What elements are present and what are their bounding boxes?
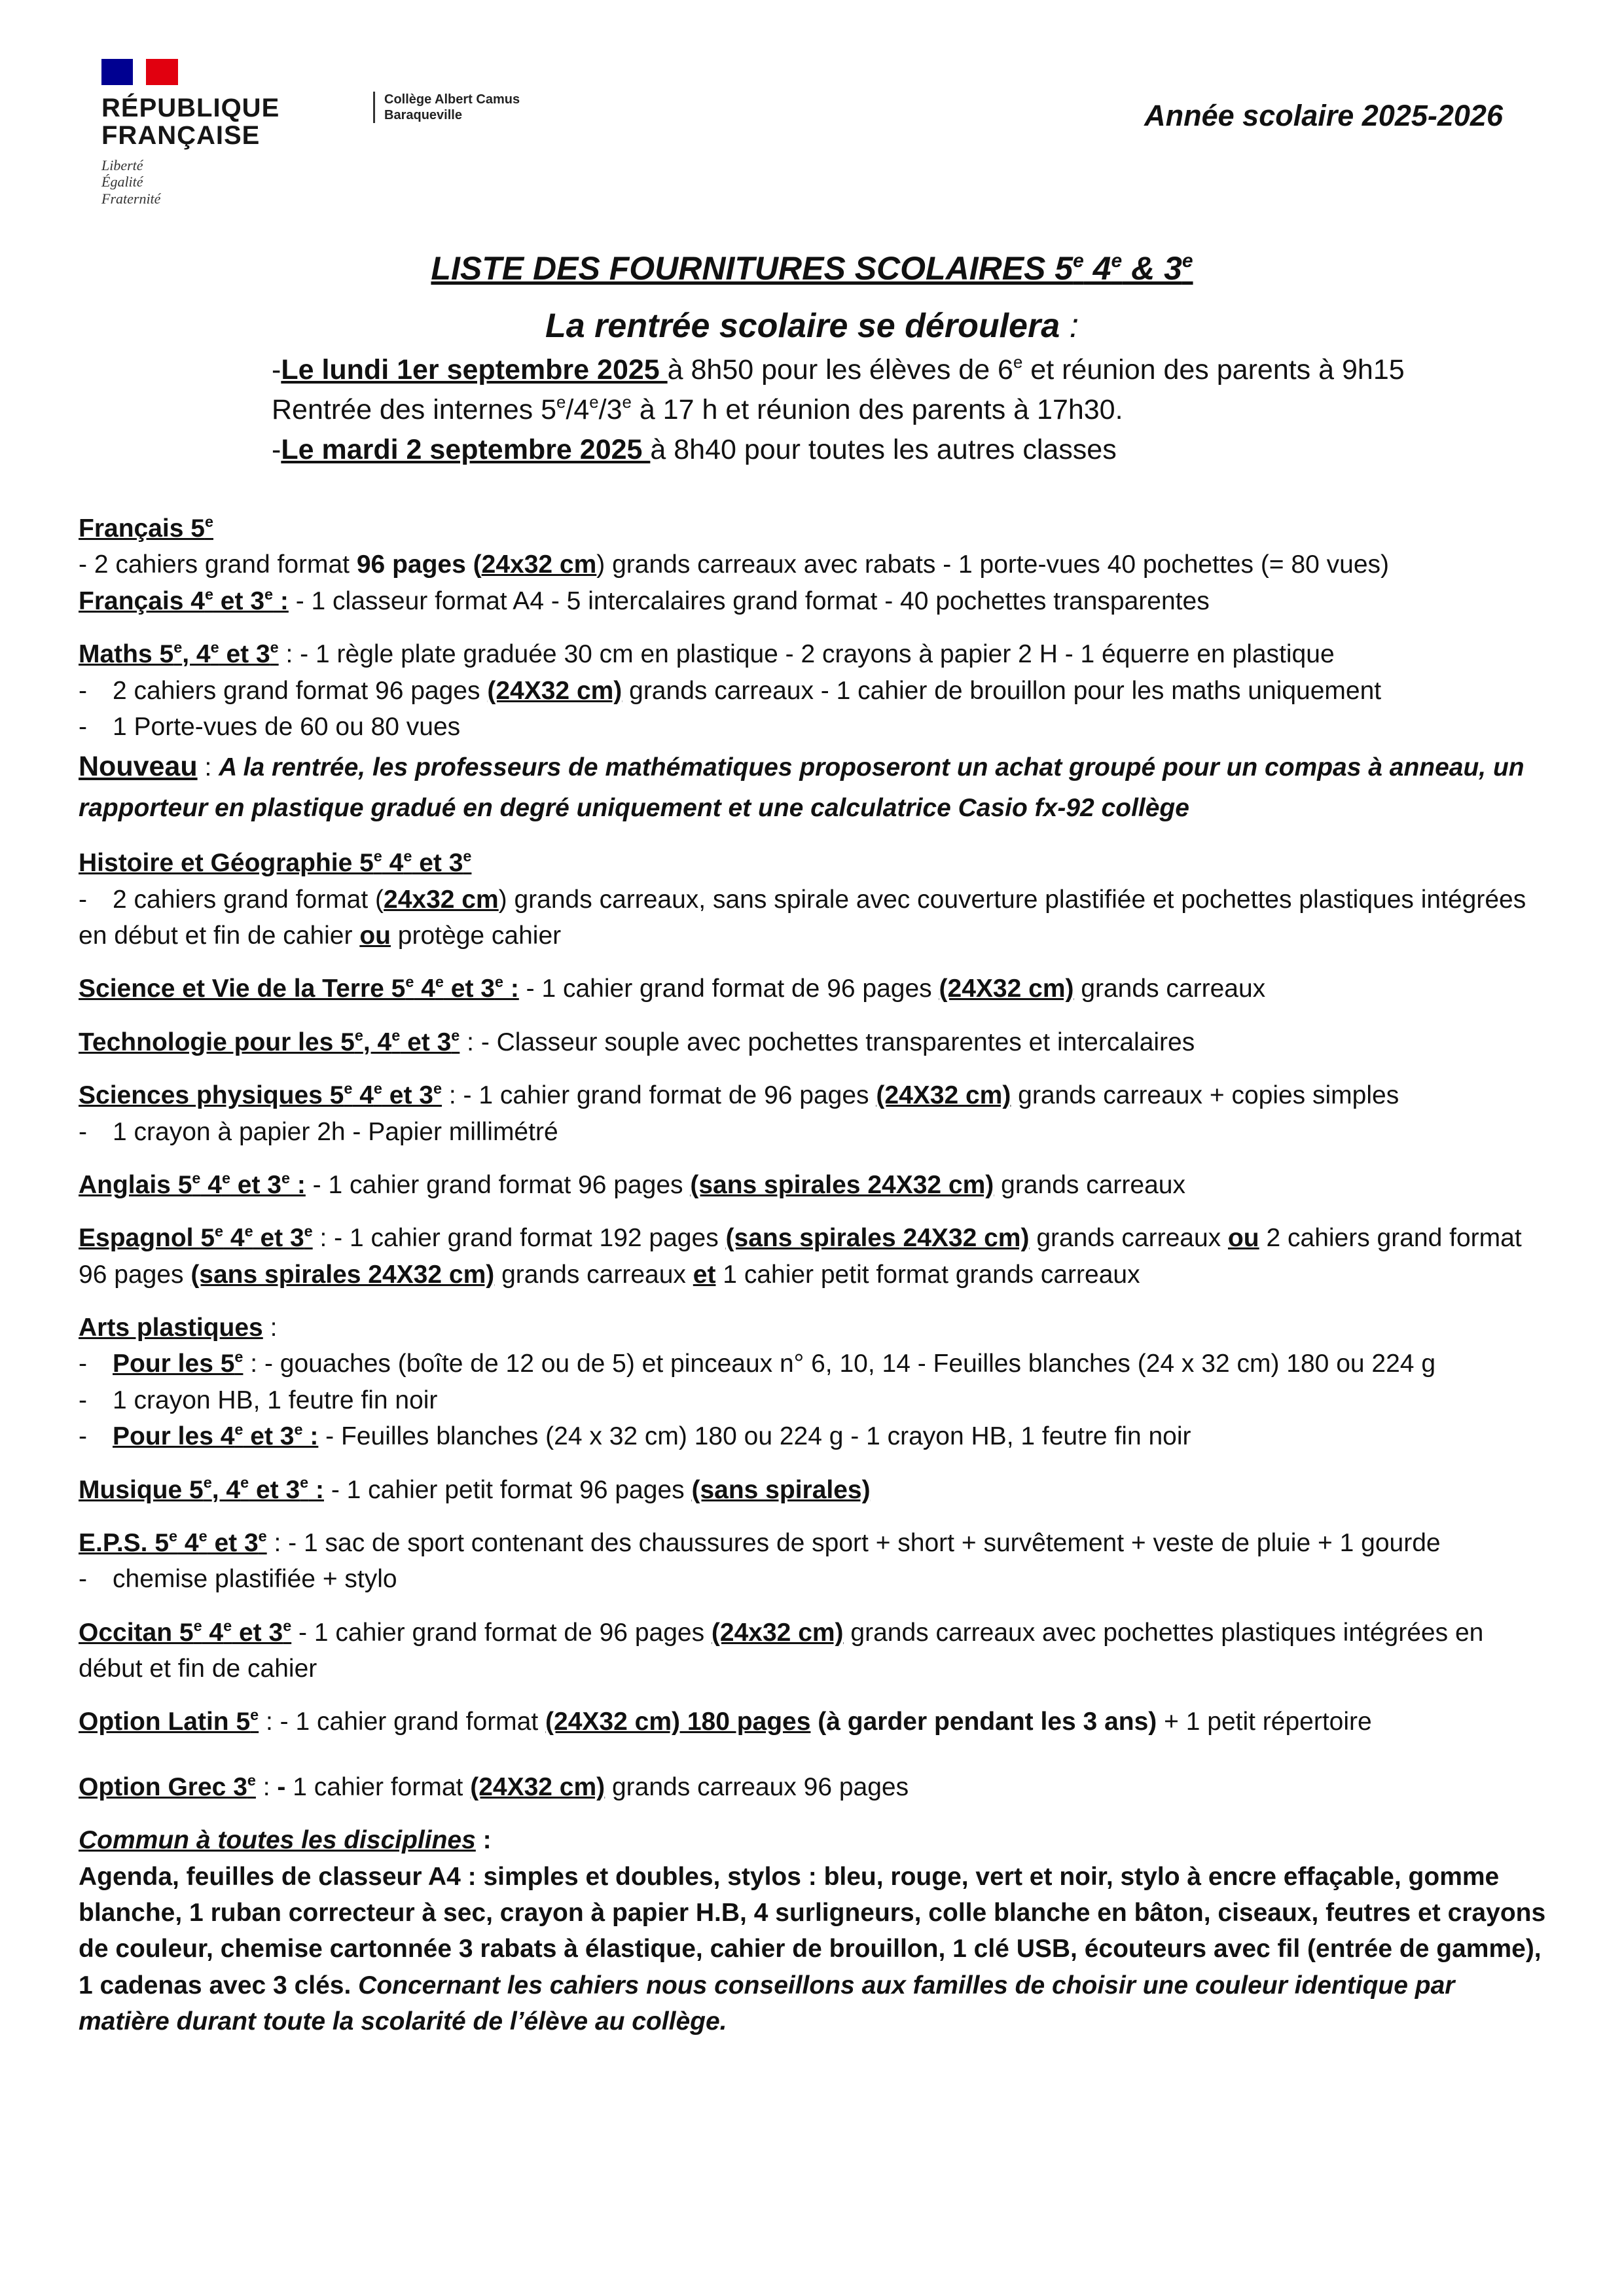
section-occitan bbox=[79, 1615, 1549, 1687]
list-item: - 2 cahiers grand format (24x32 cm) grands carreaux, sans spirale avec couverture plastifiée et pochettes plastiques intégrées en début et fin de cahier ou protège cahier bbox=[79, 885, 1526, 950]
school-year: Année scolaire 2025-2026 bbox=[1144, 99, 1503, 132]
section-physique bbox=[79, 1077, 1549, 1150]
section-histoire-geo bbox=[79, 845, 1549, 954]
rentree-line-1: -Le lundi 1er septembre 2025 à 8h50 pour les élèves de 6e et réunion des parents à 9h15 bbox=[272, 353, 1405, 386]
commun-heading: Commun à toutes les disciplines : bbox=[79, 1826, 492, 1855]
section-arts-plastiques bbox=[79, 1310, 1549, 1455]
list-item: Français 4e et 3e : - 1 classeur format A4 - 5 intercalaires grand format - 40 pochettes transparentes bbox=[79, 585, 1210, 615]
section-heading: Arts plastiques : bbox=[79, 1314, 278, 1342]
list-item: E.P.S. 5e 4e et 3e : - 1 sac de sport contenant des chaussures de sport + short + survêtement + veste de pluie + 1 gourde bbox=[79, 1527, 1441, 1557]
list-item: Anglais 5e 4e et 3e : - 1 cahier grand format 96 pages (sans spirales 24X32 cm) grands carreaux bbox=[79, 1169, 1185, 1199]
maths-nouveau-note: Nouveau : A la rentrée, les professeurs de mathématiques proposeront un achat groupé pour un compas à anneau, un rapporteur en plastique gradué en degré uniquement et une calculatrice Casio fx-92 collège bbox=[79, 751, 1525, 822]
marianne-flag-icon bbox=[101, 59, 178, 85]
section-heading: Français 5e bbox=[79, 512, 213, 543]
page-subtitle: La rentrée scolaire se déroulera : bbox=[545, 307, 1079, 345]
list-item: Occitan 5e 4e et 3e - 1 cahier grand format de 96 pages (24x32 cm) grands carreaux avec pochettes plastiques intégrées en début et fin de cahier bbox=[79, 1617, 1484, 1683]
section-technologie bbox=[79, 1024, 1549, 1060]
section-musique bbox=[79, 1472, 1549, 1508]
list-item: Option Grec 3e : - 1 cahier format (24X32 cm) grands carreaux 96 pages bbox=[79, 1771, 909, 1801]
list-item: - 2 cahiers grand format 96 pages (24X32 cm) grands carreaux - 1 cahier de brouillon pour les maths uniquement bbox=[79, 676, 1382, 705]
college-name: Collège Albert Camus Baraqueville bbox=[373, 92, 520, 123]
section-maths bbox=[79, 636, 1549, 828]
section-heading: Histoire et Géographie 5e 4e et 3e bbox=[79, 848, 472, 878]
list-item: Maths 5e, 4e et 3e : - 1 règle plate graduée 30 cm en plastique - 2 crayons à papier 2 H - 1 équerre en plastique bbox=[79, 638, 1335, 669]
list-item: - 2 cahiers grand format 96 pages (24x32 cm) grands carreaux avec rabats - 1 porte-vues 40 pochettes (= 80 vues) bbox=[79, 550, 1389, 579]
rentree-line-3: -Le mardi 2 septembre 2025 à 8h40 pour toutes les autres classes bbox=[272, 434, 1117, 466]
list-item: - 1 Porte-vues de 60 ou 80 vues bbox=[79, 712, 461, 741]
section-espagnol bbox=[79, 1220, 1549, 1293]
commun-supplies: Agenda, feuilles de classeur A4 : simples et doubles, stylos : bleu, rouge, vert et noir, stylo à encre effaçable, gomme blanche, 1 ruban correcteur à sec, crayon à papier H.B, 4 surligneurs, colle blanche en bâton, ciseaux, feutres et crayons de couleur, chemise cartonnée 3 rabats à élastique, cahier de brouillon, 1 clé USB, écouteurs avec fil (entrée de gamme), 1 cadenas avec 3 clés. Concernant les cahiers nous conseillons aux familles de choisir une couleur identique par matière durant toute la scolarité de l’élève au collège. bbox=[79, 1862, 1546, 2036]
list-item: - Pour les 4e et 3e : - Feuilles blanches (24 x 32 cm) 180 ou 224 g - 1 crayon HB, 1 feutre fin noir bbox=[79, 1421, 1191, 1451]
list-item: - chemise plastifiée + stylo bbox=[79, 1565, 397, 1594]
rentree-line-2: Rentrée des internes 5e/4e/3e à 17 h et réunion des parents à 17h30. bbox=[272, 393, 1123, 426]
section-francais bbox=[79, 511, 1549, 619]
republique-francaise-logo bbox=[101, 59, 317, 207]
list-item: Musique 5e, 4e et 3e : - 1 cahier petit format 96 pages (sans spirales) bbox=[79, 1474, 871, 1504]
section-option-grec bbox=[79, 1769, 1549, 1805]
list-item: Espagnol 5e 4e et 3e : - 1 cahier grand format 192 pages (sans spirales 24X32 cm) grands carreaux ou 2 cahiers grand format 96 pages (sans spirales 24X32 cm) grands carreaux et 1 cahier petit format grands carreaux bbox=[79, 1223, 1522, 1289]
republique-francaise-wordmark: RÉPUBLIQUE FRANÇAISE bbox=[101, 94, 280, 150]
section-eps bbox=[79, 1525, 1549, 1598]
list-item: Technologie pour les 5e, 4e et 3e : - Classeur souple avec pochettes transparentes et intercalaires bbox=[79, 1026, 1195, 1056]
list-item: Option Latin 5e : - 1 cahier grand format (24X32 cm) 180 pages (à garder pendant les 3 ans) + 1 petit répertoire bbox=[79, 1706, 1372, 1736]
section-option-latin bbox=[79, 1704, 1549, 1740]
list-item: - 1 crayon HB, 1 feutre fin noir bbox=[79, 1386, 438, 1414]
page-title: LISTE DES FOURNITURES SCOLAIRES 5e 4e & 3e bbox=[431, 249, 1193, 287]
list-item: Science et Vie de la Terre 5e 4e et 3e : - 1 cahier grand format de 96 pages (24X32 cm) grands carreaux bbox=[79, 973, 1266, 1003]
list-item: - Pour les 5e : - gouaches (boîte de 12 ou de 5) et pinceaux n° 6, 10, 14 - Feuilles blanches (24 x 32 cm) 180 ou 224 g bbox=[79, 1348, 1436, 1378]
section-svt bbox=[79, 971, 1549, 1007]
list-item: - 1 crayon à papier 2h - Papier millimétré bbox=[79, 1117, 558, 1146]
rentree-dates bbox=[272, 350, 1405, 470]
republic-motto: Liberté Égalité Fraternité bbox=[101, 157, 161, 207]
section-anglais bbox=[79, 1167, 1549, 1203]
supplies-list bbox=[79, 511, 1549, 2039]
list-item: Sciences physiques 5e 4e et 3e : - 1 cahier grand format de 96 pages (24X32 cm) grands carreaux + copies simples bbox=[79, 1080, 1399, 1110]
